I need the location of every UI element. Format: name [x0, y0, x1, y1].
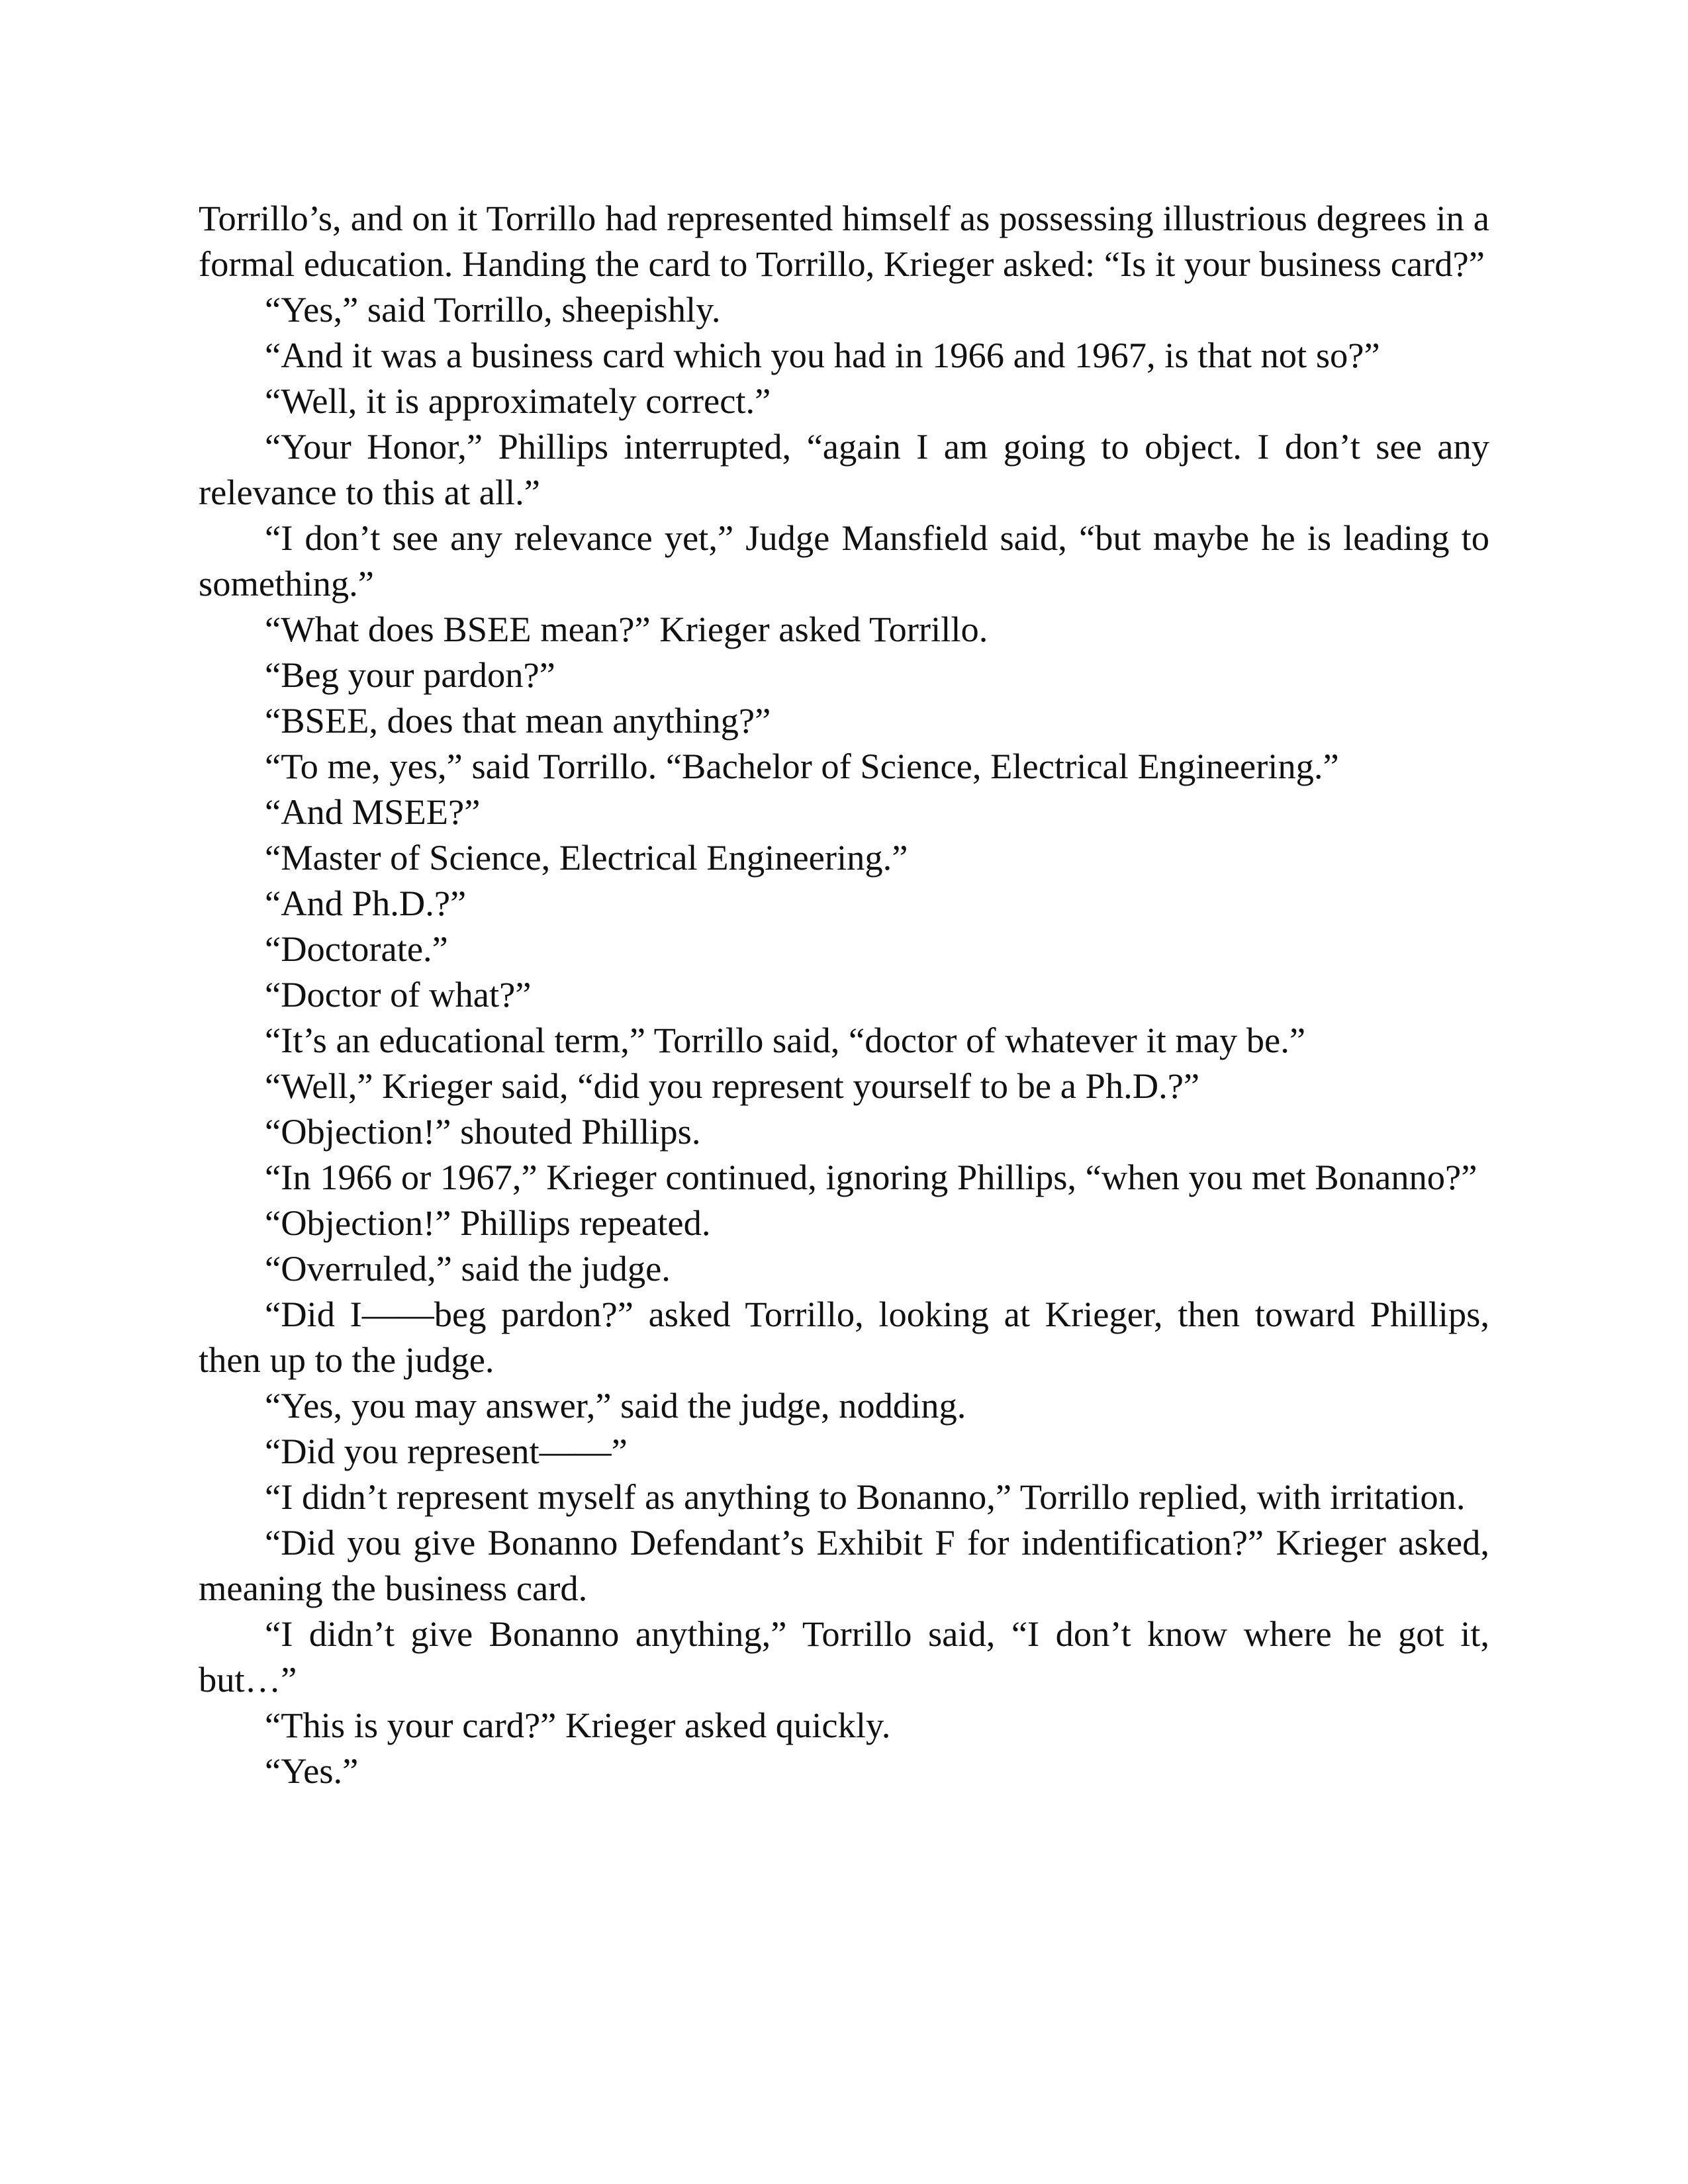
paragraph: “In 1966 or 1967,” Krieger continued, ignoring Phillips, “when you met Bonanno?” — [265, 1157, 1477, 1197]
paragraph: “I didn’t represent myself as anything to Bonanno,” Torrillo replied, with irritation. — [265, 1477, 1466, 1517]
paragraph: “And Ph.D.?” — [265, 883, 467, 923]
paragraph: “And it was a business card which you had in 1966 and 1967, is that not so?” — [265, 335, 1380, 375]
paragraph: “Beg your pardon?” — [265, 655, 555, 695]
paragraph: “Master of Science, Electrical Engineering.” — [265, 837, 908, 878]
paragraph: “This is your card?” Krieger asked quickly. — [265, 1705, 891, 1745]
paragraph: “It’s an educational term,” Torrillo said, “doctor of whatever it may be.” — [265, 1020, 1306, 1060]
paragraph: “BSEE, does that mean anything?” — [265, 700, 771, 741]
paragraph: “Yes.” — [265, 1751, 359, 1791]
document-page — [199, 195, 1489, 1794]
paragraph: “Doctor of what?” — [265, 974, 532, 1015]
paragraph: “I didn’t give Bonanno anything,” Torrillo said, “I don’t know where he got it, but…” — [199, 1614, 1489, 1700]
paragraph: “To me, yes,” said Torrillo. “Bachelor of Science, Electrical Engineering.” — [265, 746, 1339, 786]
paragraph: “Did you represent——” — [265, 1431, 628, 1471]
paragraph: “And MSEE?” — [265, 792, 481, 832]
paragraph: “Did I——beg pardon?” asked Torrillo, looking at Krieger, then toward Phillips, then up to the judge. — [199, 1294, 1489, 1380]
paragraph: “Well, it is approximately correct.” — [265, 381, 771, 421]
paragraph: “Objection!” shouted Phillips. — [265, 1111, 701, 1152]
paragraph: “Yes, you may answer,” said the judge, nodding. — [265, 1385, 966, 1426]
paragraph: “Yes,” said Torrillo, sheepishly. — [265, 289, 721, 330]
paragraph: Torrillo’s, and on it Torrillo had represented himself as possessing illustrious degrees in a formal education. Handing the card to Torrillo, Krieger asked: “Is it your business card?” — [199, 198, 1489, 284]
paragraph: “I don’t see any relevance yet,” Judge Mansfield said, “but maybe he is leading to something.” — [199, 518, 1489, 604]
paragraph: “Did you give Bonanno Defendant’s Exhibit F for indentification?” Krieger asked, meaning the business card. — [199, 1522, 1489, 1608]
paragraph: “What does BSEE mean?” Krieger asked Torrillo. — [265, 609, 988, 649]
paragraph: “Overruled,” said the judge. — [265, 1248, 671, 1289]
paragraph: “Objection!” Phillips repeated. — [265, 1203, 711, 1243]
paragraph: “Your Honor,” Phillips interrupted, “again I am going to object. I don’t see any relevance to this at all.” — [199, 426, 1489, 512]
paragraph: “Doctorate.” — [265, 929, 448, 969]
paragraph: “Well,” Krieger said, “did you represent yourself to be a Ph.D.?” — [265, 1066, 1200, 1106]
